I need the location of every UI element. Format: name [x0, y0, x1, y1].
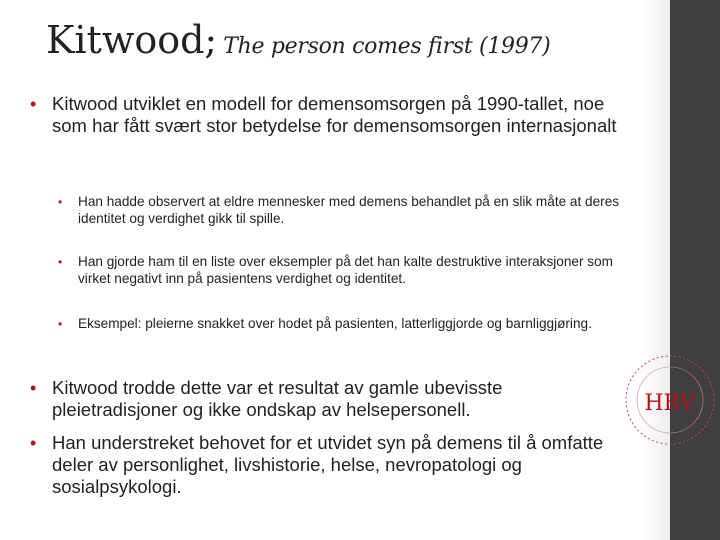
sub-bullet-item: [58, 194, 638, 227]
bullet-dot: •: [30, 433, 37, 453]
bullet-text: Kitwood trodde dette var et resultat av gamle ubevisste pleietradisjoner og ikke ondskap av helsepersonell.: [52, 377, 503, 420]
title-subtitle: The person comes first (1997): [223, 34, 551, 59]
title-main: Kitwood;: [46, 18, 218, 62]
bullet-item: [30, 377, 630, 421]
slide-title: [46, 18, 550, 62]
logo-text: HBV: [644, 391, 696, 416]
bullet-dot: •: [58, 317, 63, 331]
bullet-text: Han gjorde ham til en liste over eksempler på det han kalte destruktive interaksjoner som virket negativt inn på pasientens verdighet og identitet.: [78, 254, 613, 286]
bullet-item: [30, 93, 630, 137]
bullet-text: Kitwood utviklet en modell for demensomsorgen på 1990-tallet, noe som har fått svært stor betydelse for demensomsorgen internasjonalt: [52, 93, 617, 136]
bullet-dot: •: [58, 195, 63, 209]
sidebar-dark-band: [670, 0, 720, 540]
bullet-dot: •: [30, 378, 37, 398]
bullet-text: Eksempel: pleierne snakket over hodet på pasienten, latterliggjorde og barnliggjøring.: [78, 316, 592, 331]
bullet-dot: •: [58, 255, 63, 269]
sub-bullet-item: [58, 316, 638, 333]
sub-bullet-item: [58, 254, 638, 287]
bullet-text: Han understreket behovet for et utvidet syn på demens til å omfatte deler av personlighet, livshistorie, helse, nevropatologi og sosialpsykologi.: [52, 432, 604, 497]
sidebar-gradient: [640, 0, 670, 540]
bullet-item: [30, 432, 630, 498]
bullet-dot: •: [30, 94, 37, 114]
bullet-text: Han hadde observert at eldre mennesker med demens behandlet på en slik måte at deres identitet og verdighet gikk til spille.: [78, 194, 620, 226]
hbv-seal-logo: [622, 352, 718, 448]
